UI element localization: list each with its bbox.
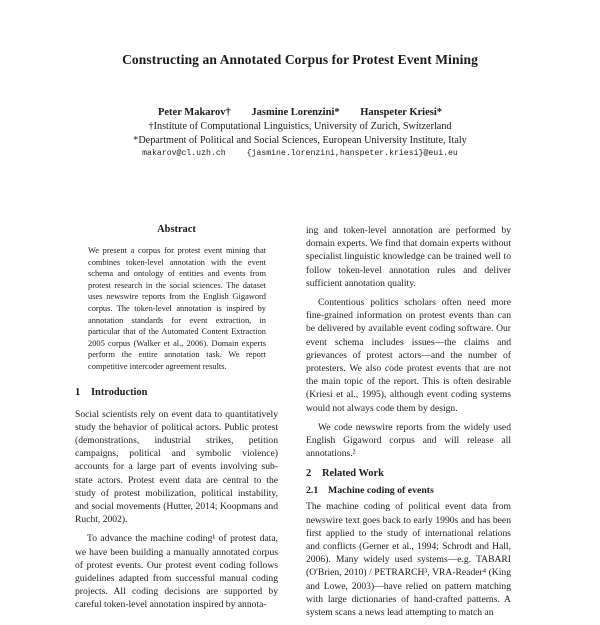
section-title: Introduction — [91, 386, 148, 398]
section-heading-introduction — [75, 387, 278, 398]
author-list — [0, 107, 600, 118]
subsection-heading — [306, 485, 511, 496]
right-column — [306, 224, 511, 625]
abstract-text: We present a corpus for protest event mining that combines token-level annotation with the event schema and ontology of entities and events from protest research in the social sciences. The dataset uses newswire reports from the English Gigaword corpus. The token-level annotation is inspired by annotation standards for event extraction, in particular that of the Automated Content Extraction 2005 corpus (Walker et al., 2006). Domain experts perform the entire annotation task. We report competitive intercoder agreement results. — [88, 246, 266, 371]
section-title: Related Work — [322, 468, 384, 480]
paragraph: We code newswire reports from the widely used English Gigaword corpus and will release all annotations.² — [306, 421, 511, 460]
subsection-title: Machine coding of events — [328, 485, 434, 497]
paragraph: Social scientists rely on event data to quantitatively study the behavior of political actors. Public protest (demonstrations, industrial strikes, petition campaigns, political and symbolic violence) accounts for a large part of events involving sub-state actors. Protest event data are central to the study of protest mobilization, political instability, and social movements (Hutter, 2014; Koopmans and Rucht, 2002). — [75, 408, 278, 526]
email-address: makarov@cl.uzh.ch — [142, 149, 226, 158]
abstract-heading: Abstract — [157, 224, 196, 235]
author-emails — [0, 149, 600, 158]
subsection-number: 2.1 — [306, 485, 319, 497]
author-name: Hanspeter Kriesi* — [360, 107, 442, 118]
paragraph: ing and token-level annotation are performed by domain experts. We find that domain experts without specialist linguistic knowledge can be trained well to follow token-level annotation rules and deliver sufficient annotation quality. — [306, 225, 511, 289]
paragraph: To advance the machine coding¹ of protest data, we have been building a manually annotated corpus of protest events. Our protest event coding follows guidelines adapted from successful manual coding projects. All coding decisions are supported by careful token-level annotation inspired by annota- — [75, 533, 278, 611]
author-name: Jasmine Lorenzini* — [251, 107, 340, 118]
paper-title: Constructing an Annotated Corpus for Protest Event Mining — [122, 52, 478, 67]
email-address: {jasmine.lorenzini,hanspeter.kriesi}@eui.eu — [246, 149, 458, 158]
affiliation-line: *Department of Political and Social Sciences, European University Institute, Italy — [133, 135, 467, 146]
paragraph: Contentious politics scholars often need more fine-grained information on protest events than can be delivered by available event coding software. Our event schema includes issues—the claims and grievances of protest actors—and the number of protesters. We also code protest events that are not the main topic of the report. This is often desirable (Kriesi et al., 1995), although event coding systems would not always code them by design. — [306, 297, 511, 414]
author-name: Peter Makarov† — [157, 107, 231, 118]
section-number: 2 — [306, 468, 312, 480]
left-column — [75, 224, 278, 618]
section-number: 1 — [75, 386, 81, 398]
paragraph: The machine coding of political event data from newswire text goes back to early 1990s and has been first applied to the study of international relations and conflicts (Gerner et al., 1994; Schrodt and Hall, 2006). Many widely used systems—e.g. TABARI (O'Brien, 2010) / PETRARCH³, VRA-Reader⁴ (King and Lowe, 2003)—have relied on pattern matching with large dictionaries of hand-crafted patterns. A system scans a news lead attempting to match an — [306, 501, 511, 619]
section-heading-related-work — [306, 468, 511, 479]
affiliation-line: †Institute of Computational Linguistics, University of Zurich, Switzerland — [148, 121, 452, 132]
